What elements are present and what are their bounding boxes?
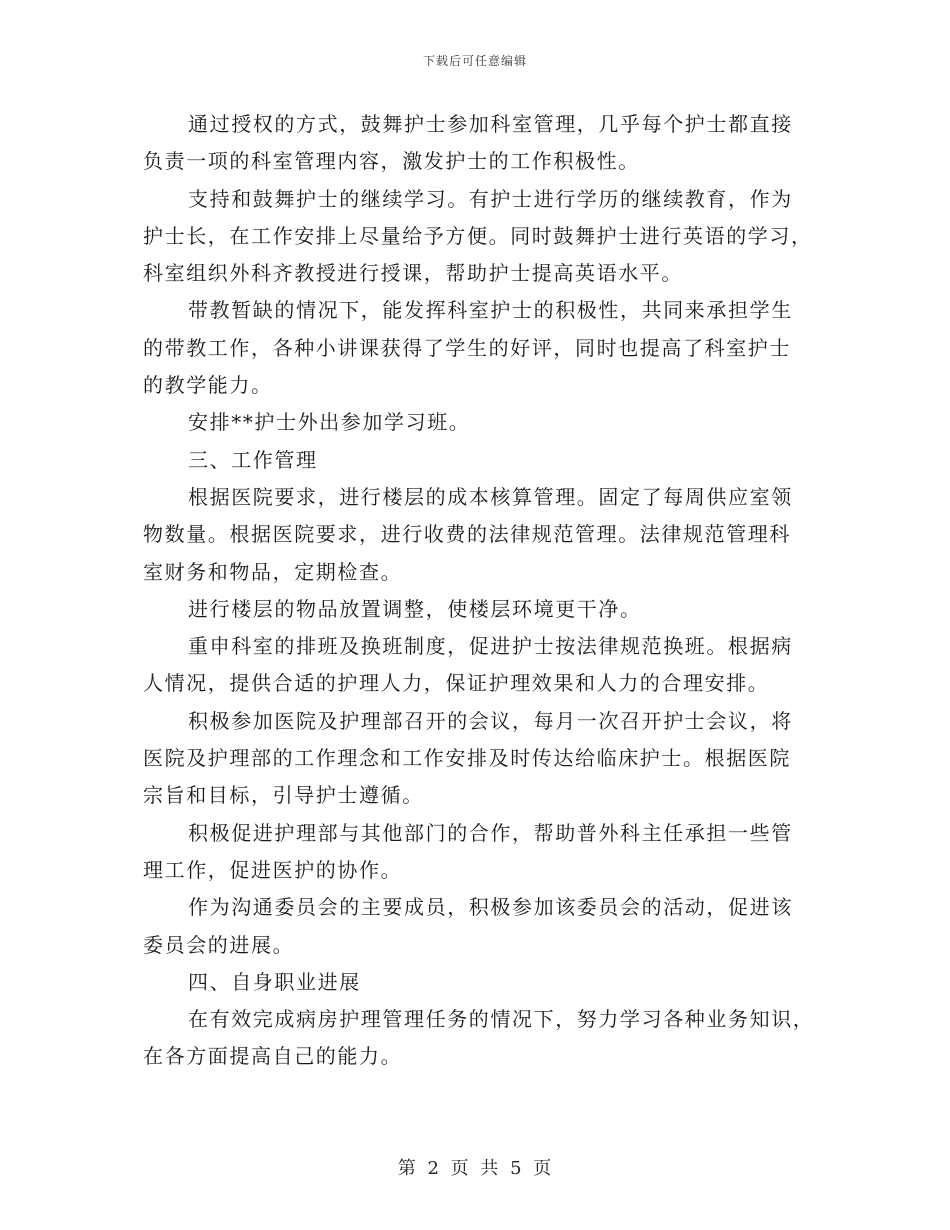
text-line: 重申科室的排班及换班制度，促进护士按法律规范换班。根据病 <box>188 634 793 659</box>
text-line: 负责一项的科室管理内容，激发护士的工作积极性。 <box>143 149 640 174</box>
text-line: 室财务和物品，定期检查。 <box>143 559 403 584</box>
page-header: 下载后可任意编辑 <box>422 54 527 68</box>
text-line: 作为沟通委员会的主要成员，积极参加该委员会的活动，促进该 <box>188 895 793 920</box>
text-line: 护士长，在工作安排上尽量给予方便。同时鼓舞护士进行英语的学习， <box>143 223 813 248</box>
text-line: 积极促进护理部与其他部门的合作，帮助普外科主任承担一些管 <box>188 820 793 845</box>
text-line: 在各方面提高自己的能力。 <box>143 1044 403 1069</box>
text-line: 支持和鼓舞护士的继续学习。有护士进行学历的继续教育，作为 <box>188 186 793 211</box>
text-line: 带教暂缺的情况下，能发挥科室护士的积极性，共同来承担学生 <box>188 298 793 323</box>
page-number: 第 2 页 共 5 页 <box>397 1158 553 1179</box>
text-line: 人情况，提供合适的护理人力，保证护理效果和人力的合理安排。 <box>143 671 770 696</box>
text-line: 在有效完成病房护理管理任务的情况下，努力学习各种业务知识， <box>188 1007 815 1032</box>
text-line: 三、工作管理 <box>188 447 318 472</box>
text-line: 理工作，促进医护的协作。 <box>143 857 403 882</box>
text-line: 四、自身职业进展 <box>188 969 361 994</box>
text-line: 委员会的进展。 <box>143 932 295 957</box>
text-line: 进行楼层的物品放置调整，使楼层环境更干净。 <box>188 596 642 621</box>
text-line: 的教学能力。 <box>143 373 273 398</box>
text-line: 通过授权的方式，鼓舞护士参加科室管理，几乎每个护士都直接 <box>188 112 793 136</box>
text-line: 医院及护理部的工作理念和工作安排及时传达给临床护士。根据医院 <box>143 746 791 771</box>
text-line: 的带教工作，各种小讲课获得了学生的好评，同时也提高了科室护士 <box>143 335 791 360</box>
text-line: 科室组织外科齐教授进行授课，帮助护士提高英语水平。 <box>143 261 683 286</box>
text-line: 根据医院要求，进行楼层的成本核算管理。固定了每周供应室领 <box>188 484 793 509</box>
document-body <box>143 106 815 1076</box>
text-line: 积极参加医院及护理部召开的会议，每月一次召开护士会议，将 <box>188 708 793 733</box>
text-line: 宗旨和目标，引导护士遵循。 <box>143 783 424 808</box>
text-line: 物数量。根据医院要求，进行收费的法律规范管理。法律规范管理科 <box>143 522 791 547</box>
text-line: 安排**护士外出参加学习班。 <box>188 410 471 435</box>
